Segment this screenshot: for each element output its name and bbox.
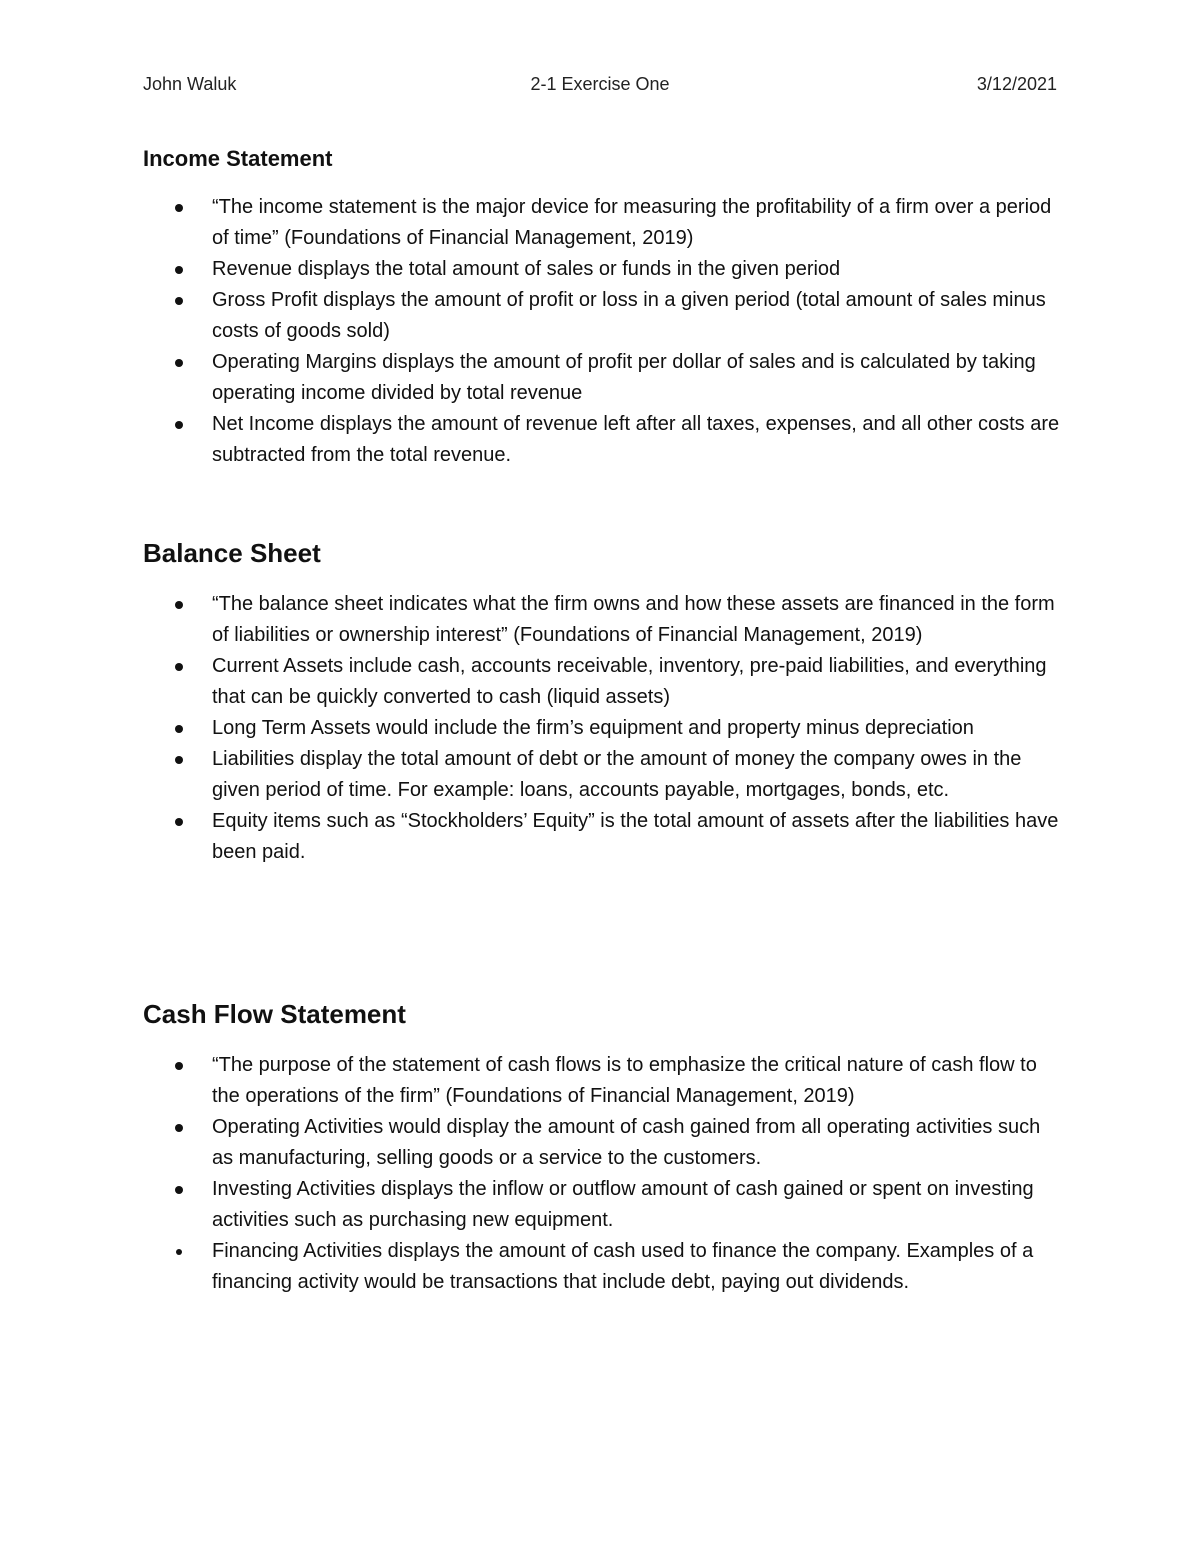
header-title: 2-1 Exercise One: [530, 74, 670, 94]
list-item-text: Financing Activities displays the amount of cash used to finance the company. Examples of a financing activity would be transactions that include debt, paying out dividends.: [212, 1240, 1034, 1293]
section-income-statement: [143, 146, 1063, 471]
list-item-text: “The purpose of the statement of cash flows is to emphasize the critical nature of cash flow to the operations of the firm” (Foundations of Financial Management, 2019): [212, 1054, 1037, 1107]
list-item: [143, 1050, 1063, 1112]
list-item-text: Investing Activities displays the inflow or outflow amount of cash gained or spent on investing activities such as purchasing new equipment.: [212, 1178, 1034, 1231]
list-item: [143, 409, 1063, 471]
header-author: John Waluk: [143, 74, 237, 94]
bullet-list: [143, 192, 1063, 471]
bullet-icon: [175, 359, 183, 367]
list-item: [143, 806, 1063, 868]
bullet-icon: [175, 204, 183, 212]
section-balance-sheet: [143, 538, 1063, 868]
section-heading: Income Statement: [143, 146, 333, 171]
list-item: [143, 1174, 1063, 1236]
bullet-icon: [175, 663, 183, 671]
list-item: [143, 589, 1063, 651]
bullet-icon: [175, 818, 183, 826]
list-item: [143, 713, 1063, 744]
list-item-text: Current Assets include cash, accounts receivable, inventory, pre-paid liabilities, and everything that can be quickly converted to cash (liquid assets): [212, 655, 1047, 708]
list-item-text: Long Term Assets would include the firm’s equipment and property minus depreciation: [212, 717, 974, 739]
bullet-icon: [175, 1186, 183, 1194]
list-item-text: Operating Activities would display the amount of cash gained from all operating activities such as manufacturing, selling goods or a service to the customers.: [212, 1116, 1041, 1169]
section-cash-flow-statement: [143, 999, 1063, 1298]
list-item: [143, 1112, 1063, 1174]
list-item: [143, 192, 1063, 254]
header-date: 3/12/2021: [976, 74, 1057, 94]
bullet-icon: [175, 1124, 183, 1132]
list-item-text: Operating Margins displays the amount of profit per dollar of sales and is calculated by taking operating income divided by total revenue: [212, 351, 1036, 404]
bullet-list: [143, 589, 1063, 868]
list-item-text: Equity items such as “Stockholders’ Equity” is the total amount of assets after the liabilities have been paid.: [212, 810, 1059, 863]
bullet-icon: [175, 1062, 183, 1070]
page-header: [143, 74, 1057, 100]
list-item: [143, 347, 1063, 409]
section-heading: Cash Flow Statement: [143, 999, 406, 1029]
list-item-text: Net Income displays the amount of revenue left after all taxes, expenses, and all other costs are subtracted from the total revenue.: [212, 413, 1060, 466]
list-item: [143, 285, 1063, 347]
bullet-icon: [175, 756, 183, 764]
list-item-text: “The income statement is the major device for measuring the profitability of a firm over a period of time” (Foundations of Financial Management, 2019): [212, 196, 1052, 249]
list-item-text: Liabilities display the total amount of debt or the amount of money the company owes in the given period of time. For example: loans, accounts payable, mortgages, bonds, etc.: [212, 748, 1022, 801]
bullet-icon: [175, 725, 183, 733]
list-item-text: Revenue displays the total amount of sales or funds in the given period: [212, 258, 841, 280]
list-item: [143, 254, 1063, 285]
list-item: [143, 651, 1063, 713]
list-item: [143, 744, 1063, 806]
bullet-icon: [175, 601, 183, 609]
bullet-list: [143, 1050, 1063, 1298]
list-item: [143, 1236, 1063, 1298]
bullet-icon: [175, 297, 183, 305]
list-item-text: “The balance sheet indicates what the firm owns and how these assets are financed in the form of liabilities or ownership interest” (Foundations of Financial Management, 2019): [212, 593, 1055, 646]
bullet-icon: [175, 266, 183, 274]
list-item-text: Gross Profit displays the amount of profit or loss in a given period (total amount of sales minus costs of goods sold): [212, 289, 1046, 342]
bullet-icon: [175, 421, 183, 429]
section-heading: Balance Sheet: [143, 538, 321, 568]
bullet-icon: [176, 1249, 182, 1255]
